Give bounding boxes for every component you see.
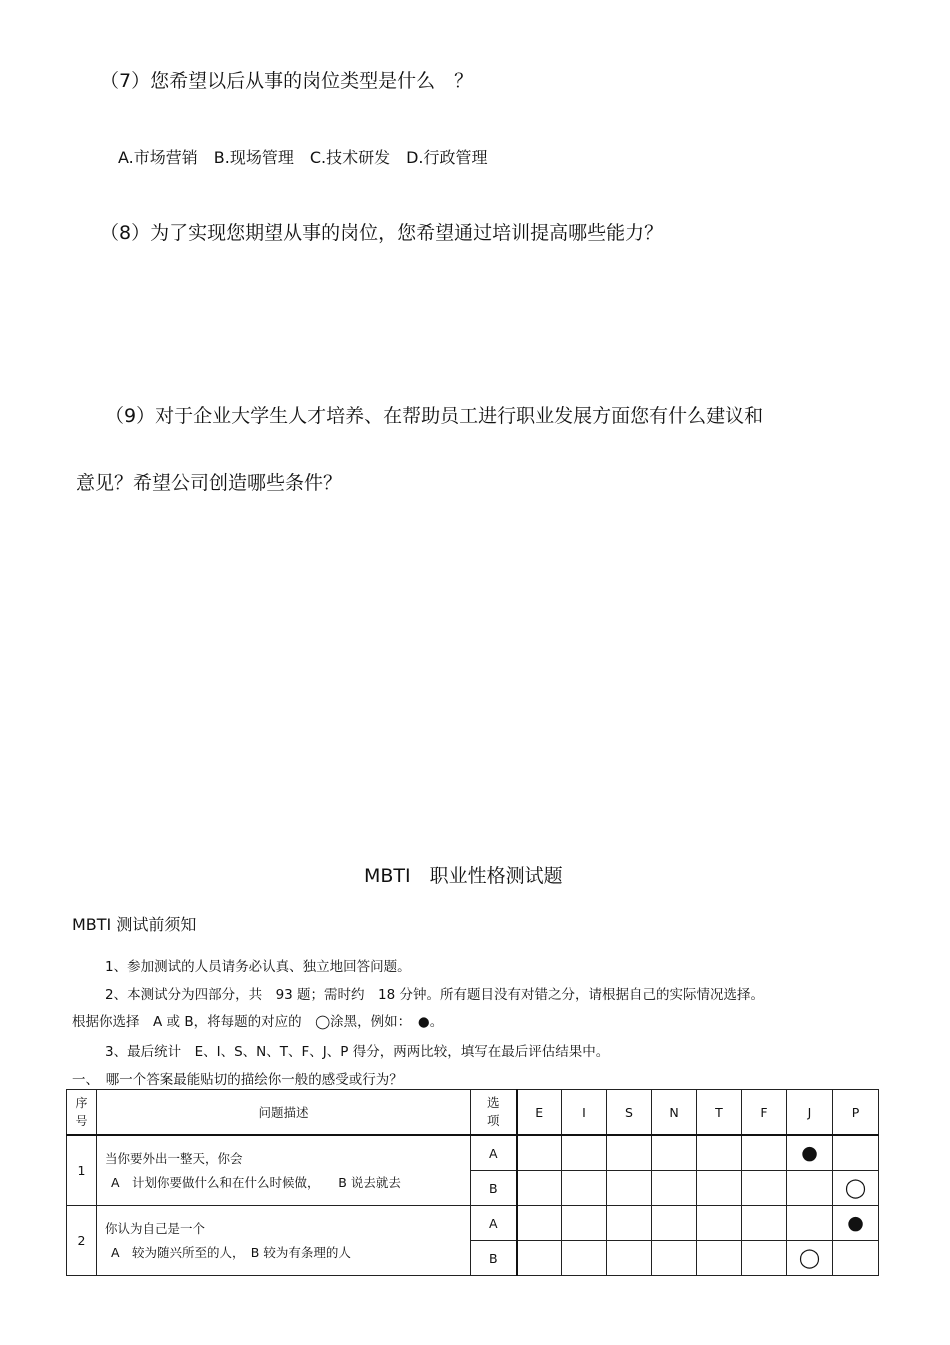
answer-cell-j[interactable]: [787, 1135, 833, 1171]
answer-cell[interactable]: [607, 1135, 652, 1171]
answer-cell[interactable]: [742, 1171, 787, 1206]
header-t: T: [697, 1090, 742, 1136]
answer-cell[interactable]: [517, 1135, 562, 1171]
header-p: P: [833, 1090, 879, 1136]
row-1-answers: A 计划你要做什么和在什么时候做， B 说去就去: [111, 1174, 401, 1190]
answer-cell[interactable]: [562, 1135, 607, 1171]
answer-cell[interactable]: [607, 1206, 652, 1241]
mbti-notice-heading: MBTI 测试前须知: [72, 915, 197, 934]
row-2-question: 你认为自己是一个: [105, 1220, 206, 1236]
answer-cell[interactable]: [652, 1171, 697, 1206]
empty-circle-icon: ◯: [798, 1246, 821, 1269]
answer-cell[interactable]: [742, 1135, 787, 1171]
section-1-heading: 一、 哪一个答案最能贴切的描绘你一般的感受或行为？: [72, 1072, 403, 1088]
answer-cell[interactable]: [787, 1206, 833, 1241]
header-j: J: [787, 1090, 833, 1136]
answer-cell-p[interactable]: [833, 1171, 879, 1206]
answer-cell[interactable]: [607, 1241, 652, 1276]
row-1-option-b: B: [471, 1171, 517, 1206]
header-desc: 问题描述: [97, 1090, 471, 1136]
header-option: 选项: [471, 1090, 517, 1136]
mbti-notice-3: 3、最后统计 E、I、S、N、T、F、J、P 得分，两两比较，填写在最后评估结果中。: [105, 1044, 610, 1060]
answer-cell[interactable]: [517, 1206, 562, 1241]
question-7: （7）您希望以后从事的岗位类型是什么 ？: [100, 70, 474, 92]
table-row: [67, 1206, 879, 1241]
header-i: I: [562, 1090, 607, 1136]
header-no: 序号: [67, 1090, 97, 1136]
question-7-options: A.市场营销 B.现场管理 C.技术研发 D.行政管理: [118, 148, 488, 167]
answer-cell[interactable]: [517, 1171, 562, 1206]
row-2-no: 2: [67, 1206, 97, 1276]
answer-cell[interactable]: [833, 1241, 879, 1276]
row-2-description: [97, 1206, 471, 1276]
answer-cell[interactable]: [562, 1241, 607, 1276]
answer-cell[interactable]: [697, 1135, 742, 1171]
mbti-notice-1: 1、参加测试的人员请务必认真、独立地回答问题。: [105, 959, 411, 975]
mbti-answer-table: [66, 1089, 879, 1276]
row-1-question: 当你要外出一整天，你会: [105, 1150, 243, 1166]
header-f: F: [742, 1090, 787, 1136]
answer-cell-j[interactable]: [787, 1241, 833, 1276]
answer-cell[interactable]: [607, 1171, 652, 1206]
row-1-option-a: A: [471, 1135, 517, 1171]
question-9-line1: （9）对于企业大学生人才培养、在帮助员工进行职业发展方面您有什么建议和: [105, 405, 764, 427]
answer-cell[interactable]: [742, 1241, 787, 1276]
answer-cell-p[interactable]: [833, 1206, 879, 1241]
answer-cell[interactable]: [517, 1241, 562, 1276]
answer-cell[interactable]: [697, 1171, 742, 1206]
answer-cell[interactable]: [652, 1135, 697, 1171]
mbti-notice-2b: 根据你选择 A 或 B，将每题的对应的 ◯涂黑，例如： ●。: [72, 1014, 444, 1030]
header-n: N: [652, 1090, 697, 1136]
answer-cell[interactable]: [562, 1206, 607, 1241]
filled-circle-icon: ●: [847, 1211, 864, 1234]
answer-cell[interactable]: [697, 1206, 742, 1241]
answer-cell[interactable]: [833, 1135, 879, 1171]
answer-cell[interactable]: [562, 1171, 607, 1206]
answer-cell[interactable]: [652, 1241, 697, 1276]
row-2-answers: A 较为随兴所至的人， B 较为有条理的人: [111, 1244, 351, 1260]
row-1-no: 1: [67, 1135, 97, 1206]
filled-circle-icon: ●: [801, 1141, 818, 1164]
header-e: E: [517, 1090, 562, 1136]
mbti-title: MBTI 职业性格测试题: [364, 865, 563, 887]
row-1-description: [97, 1135, 471, 1206]
table-row: [67, 1135, 879, 1171]
answer-cell[interactable]: [742, 1206, 787, 1241]
mbti-notice-2a: 2、本测试分为四部分，共 93 题；需时约 18 分钟。所有题目没有对错之分，请根据自己的实际情况选择。: [105, 987, 765, 1003]
row-2-option-b: B: [471, 1241, 517, 1276]
empty-circle-icon: ◯: [844, 1176, 867, 1199]
answer-cell[interactable]: [787, 1171, 833, 1206]
question-9-line2: 意见？希望公司创造哪些条件？: [76, 472, 343, 494]
row-2-option-a: A: [471, 1206, 517, 1241]
question-8: （8）为了实现您期望从事的岗位，您希望通过培训提高哪些能力？: [100, 222, 664, 244]
answer-cell[interactable]: [697, 1241, 742, 1276]
header-s: S: [607, 1090, 652, 1136]
answer-cell[interactable]: [652, 1206, 697, 1241]
